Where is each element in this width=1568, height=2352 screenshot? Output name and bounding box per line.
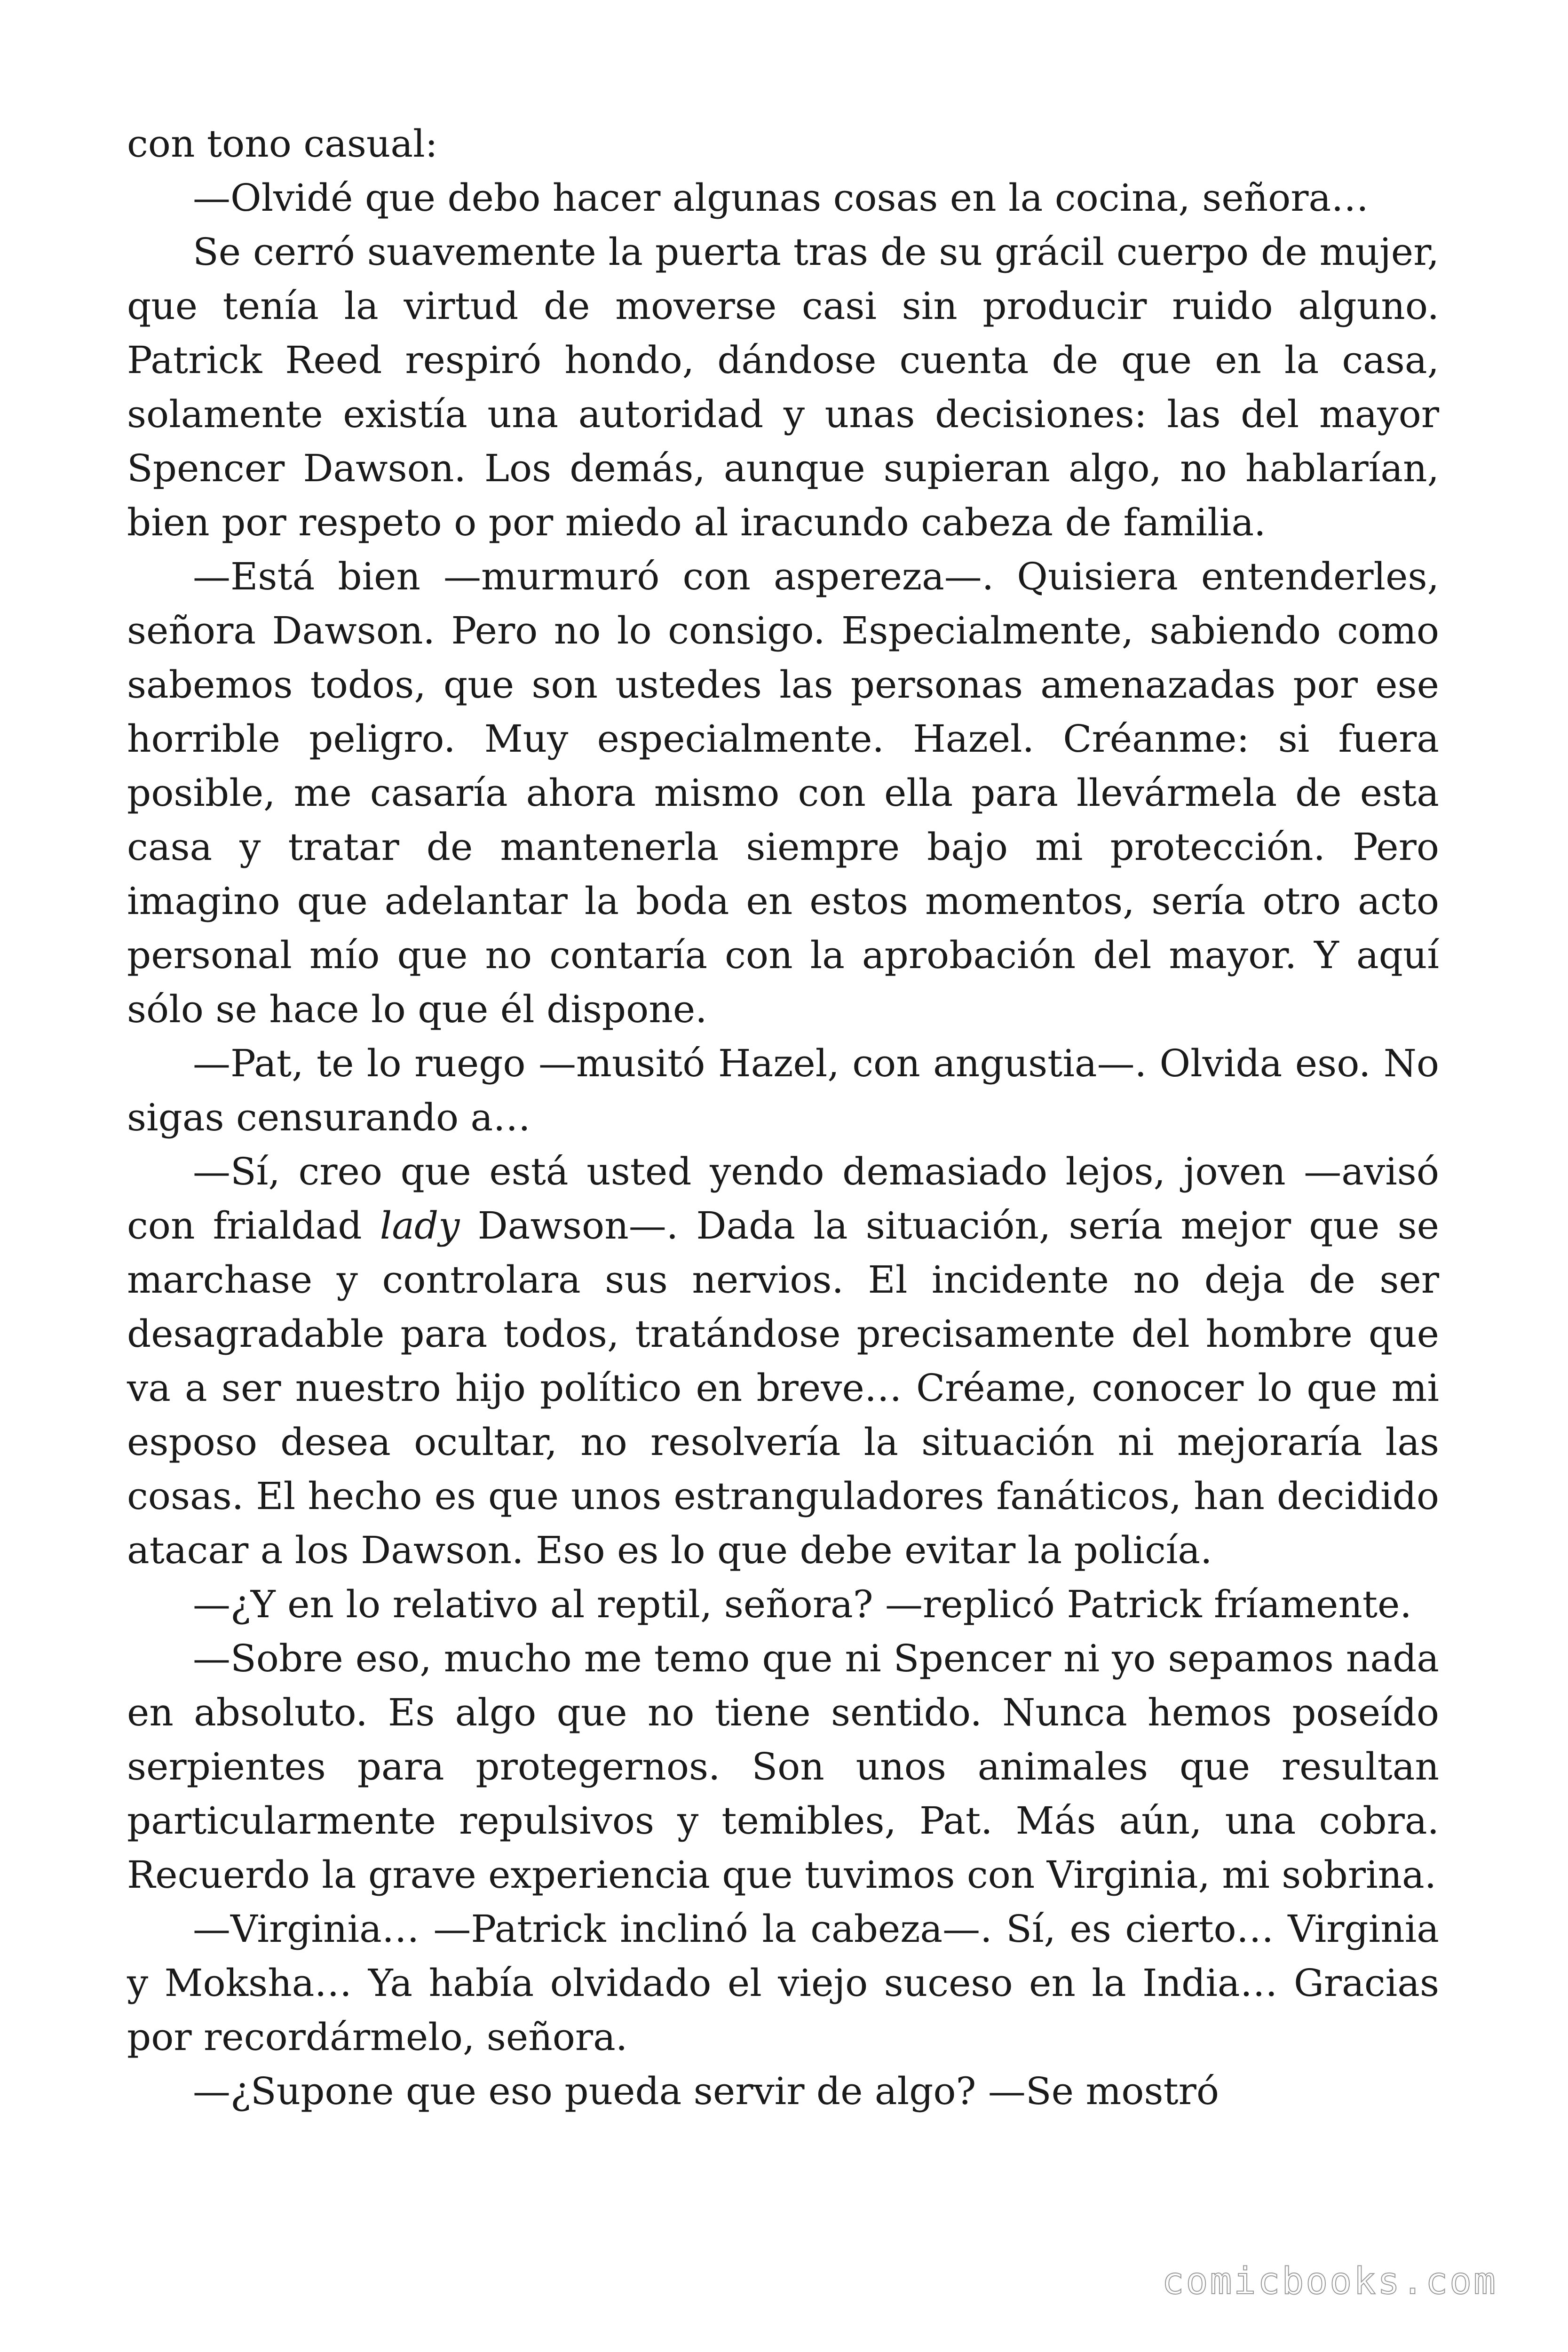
paragraph-10: —¿Supone que eso pueda servir de algo? —Se mostró bbox=[193, 2069, 1220, 2113]
paragraph-7: —¿Y en lo relativo al reptil, señora? —replicó Patrick fríamente. bbox=[193, 1582, 1412, 1626]
paragraph-9: —Virginia… —Patrick inclinó la cabeza—. Sí, es cierto… Virginia y Moksha… Ya había olvidado el viejo suceso en la India… Gracias por recordármelo, señora. bbox=[127, 1907, 1439, 2059]
paragraph-5: —Pat, te lo ruego —musitó Hazel, con angustia—. Olvida eso. No sigas censurando a… bbox=[127, 1041, 1439, 1139]
watermark: comicbooks.com bbox=[1162, 2260, 1497, 2303]
paragraph-6-after: Dawson—. Dada la situación, sería mejor que se marchase y controlara sus nervios. El incidente no deja de ser desagradable para todos, tratándose precisamente del hombre que va a ser nuestro hijo político en breve… Créame, conocer lo que mi esposo desea ocultar, no resolvería la situación ni mejoraría las cosas. El hecho es que unos estranguladores fanáticos, han decidido atacar a los Dawson. Eso es lo que debe evitar la policía. bbox=[127, 1204, 1440, 1572]
paragraph-2: —Olvidé que debo hacer algunas cosas en la cocina, señora… bbox=[193, 176, 1369, 220]
paragraph-8: —Sobre eso, mucho me temo que ni Spencer ni yo sepamos nada en absoluto. Es algo que no tiene sentido. Nunca hemos poseído serpientes para protegernos. Son unos animales que resultan particularmente repulsivos y temibles, Pat. Más aún, una cobra. Recuerdo la grave experiencia que tuvimos con Virginia, mi sobrina. bbox=[127, 1637, 1439, 1897]
paragraph-6-before: —Sí, creo que está usted yendo demasiado lejos, joven —avisó con frialdad bbox=[127, 1150, 1439, 1248]
paragraph-6 bbox=[127, 1144, 1439, 1577]
paragraph-4: —Está bien —murmuró con aspereza—. Quisiera entenderles, señora Dawson. Pero no lo consigo. Especialmente, sabiendo como sabemos todos, que son ustedes las personas amenazadas por ese horrible peligro. Muy especialmente. Hazel. Créanme: si fuera posible, me casaría ahora mismo con ella para llevármela de esta casa y tratar de mantenerla siempre bajo mi protección. Pero imagino que adelantar la boda en estos momentos, sería otro acto personal mío que no contaría con la aprobación del mayor. Y aquí sólo se hace lo que él dispone. bbox=[127, 555, 1439, 1031]
body-text bbox=[127, 117, 1439, 2118]
paragraph-6-italic: lady bbox=[380, 1204, 460, 1248]
paragraph-1: con tono casual: bbox=[127, 122, 438, 166]
paragraph-3: Se cerró suavemente la puerta tras de su grácil cuerpo de mujer, que tenía la virtud de moverse casi sin producir ruido alguno. Patrick Reed respiró hondo, dándose cuenta de que en la casa, solamente existía una autoridad y unas decisiones: las del mayor Spencer Dawson. Los demás, aunque supieran algo, no hablarían, bien por respeto o por miedo al iracundo cabeza de familia. bbox=[127, 230, 1439, 544]
